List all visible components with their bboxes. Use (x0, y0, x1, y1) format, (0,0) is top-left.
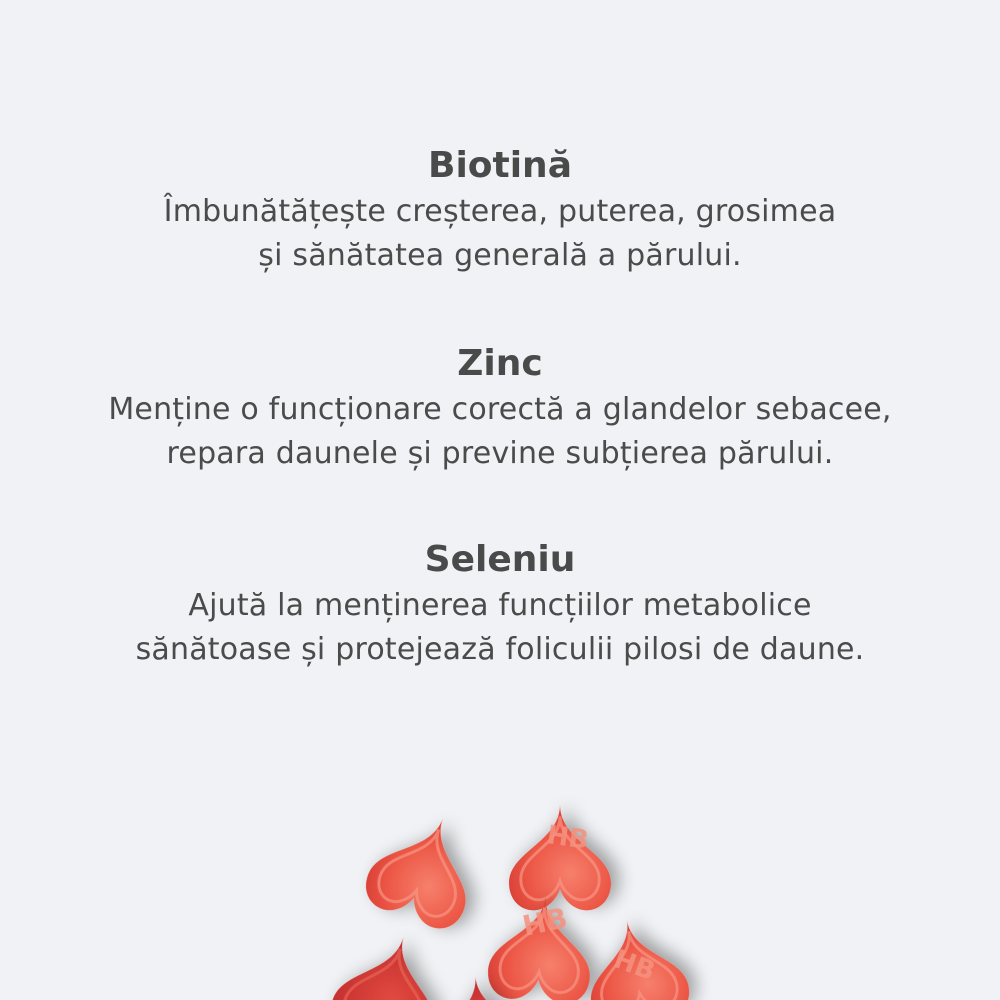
gummy-heart (509, 805, 611, 911)
description-line: Ajută la menținerea funcțiilor metabolice (188, 588, 812, 623)
description-line: Îmbunătățește creșterea, puterea, grosimea (163, 194, 837, 229)
gummy-embossed-text: HB (519, 901, 571, 943)
nutrient-description (0, 584, 1000, 672)
nutrient-title: Seleniu (424, 539, 576, 580)
heart-gummies-image (0, 740, 1000, 1000)
gummy-embossed-text: HB (545, 820, 591, 856)
nutrient-description (0, 190, 1000, 278)
gummy-embossed-text: HB (609, 944, 659, 987)
nutrient-title: Biotină (428, 145, 572, 186)
nutrient-title: Zinc (457, 343, 543, 384)
gummy-heart (359, 801, 491, 935)
nutrient-selenium (0, 540, 1000, 672)
gummy-heart (325, 924, 453, 1000)
description-line: Menține o funcționare corectă a glandelor sebacee, (108, 392, 892, 427)
nutrient-description (0, 388, 1000, 476)
description-line: repara daunele și previne subțierea părului. (166, 436, 834, 471)
nutrient-biotin (0, 146, 1000, 278)
description-line: sănătoase și protejează foliculii pilosi de daune. (135, 632, 865, 667)
nutrient-zinc (0, 344, 1000, 476)
description-line: și sănătatea generală a părului. (258, 238, 742, 273)
